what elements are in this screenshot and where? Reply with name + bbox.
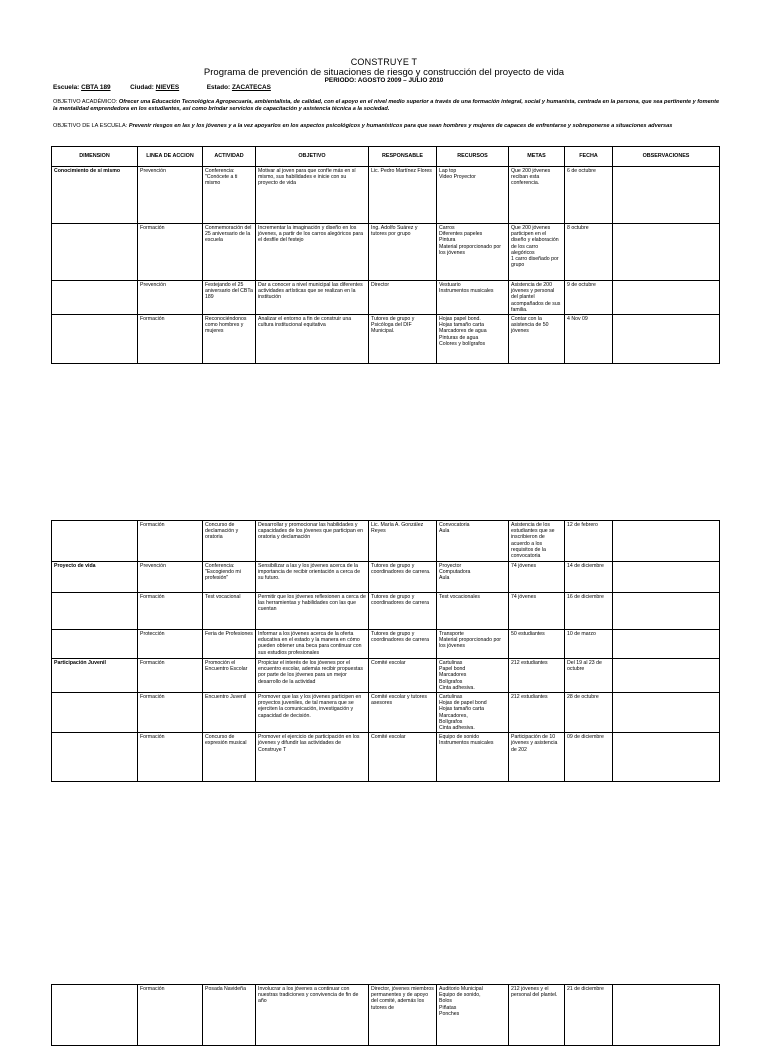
table-row (52, 659, 720, 693)
objetivo-academico-label: OBJETIVO ACADÉMICO: (53, 99, 118, 105)
cell-recursos: Transporte Material proporcionado por los jóvenes (437, 630, 509, 659)
cell-metas: Asistencia de 200 jóvenes y personal del plantel acompañados de sus familia. (509, 281, 565, 315)
cell-metas: Que 200 jóvenes reciban esta conferencia. (509, 167, 565, 224)
cell-responsable: Lic. Pedro Martínez Flores (369, 167, 437, 224)
cell-dimension (52, 315, 138, 364)
table-row (52, 693, 720, 733)
cell-metas: Asistencia de los estudiantes que se inscribieron de acuerdo a los requisitos de la convocatoria (509, 521, 565, 562)
cell-objetivo: Dar a conocer a nivel municipal las diferentes actividades artísticas que se realizan en la institución (256, 281, 369, 315)
cell-objetivo: Sensibilizar a las y los jóvenes acerca de la importancia de recibir orientación a cerca de su futuro. (256, 562, 369, 593)
cell-linea: Formación (138, 985, 203, 1046)
cell-fecha: 4 Nov 09 (565, 315, 613, 364)
cell-actividad: Reconociéndonos como hombres y mujeres (203, 315, 256, 364)
cell-responsable: Director, jóvenes miembros permanentes y de apoyo del comité, además los tutores de (369, 985, 437, 1046)
cell-recursos: Auditorio Municipal Equipo de sonido, Bolos Piñatas Ponches (437, 985, 509, 1046)
activities-table-1 (51, 146, 720, 364)
table-row (52, 593, 720, 630)
cell-dimension (52, 521, 138, 562)
cell-dimension (52, 593, 138, 630)
cell-metas: 212 estudiantes (509, 659, 565, 693)
cell-responsable: Comité escolar (369, 733, 437, 782)
cell-metas: Que 200 jóvenes participen en el diseño y elaboración de los carro alegóricos 1 carro diseñado por grupo (509, 224, 565, 281)
cell-observaciones (613, 693, 720, 733)
cell-objetivo: Propiciar el interés de los jóvenes por el encuentro escolar, además recibir propuestas por parte de los jóvenes para un mejor desarrollo de la actividad (256, 659, 369, 693)
document-period: PERIODO: AGOSTO 2009 – JULIO 2010 (324, 77, 444, 84)
cell-actividad: Encuentro Juvenil (203, 693, 256, 733)
col-header-recursos: RECURSOS (437, 147, 509, 167)
document-page-1 (0, 0, 768, 372)
cell-objetivo: Analizar el entorno a fin de construir una cultura institucional equitativa (256, 315, 369, 364)
cell-linea: Formación (138, 315, 203, 364)
cell-recursos: Carros Diferentes papeles Pintura Material proporcionado por los jóvenes (437, 224, 509, 281)
cell-fecha: 21 de diciembre (565, 985, 613, 1046)
table-row (52, 630, 720, 659)
cell-linea: Prevención (138, 167, 203, 224)
cell-objetivo: Desarrollar y promocionar las habilidades y capacidades de los jóvenes que participan en oratoria y declamación (256, 521, 369, 562)
table-row (52, 521, 720, 562)
cell-objetivo: Incrementar la imaginación y diseño en los jóvenes, a partir de los carros alegóricos para el desfile del festejo (256, 224, 369, 281)
col-header-observaciones: OBSERVACIONES (613, 147, 720, 167)
cell-metas: 212 estudiantes (509, 693, 565, 733)
cell-linea: Formación (138, 521, 203, 562)
cell-dimension: Participación Juvenil (52, 659, 138, 693)
ciudad-label: Ciudad: (130, 84, 154, 91)
cell-observaciones (613, 733, 720, 782)
activities-table-3 (51, 984, 720, 1046)
table-row (52, 985, 720, 1046)
table-row (52, 733, 720, 782)
cell-objetivo: Involucrar a los jóvenes a continuar con nuestras tradiciones y convivencia de fin de año (256, 985, 369, 1046)
cell-fecha: 8 octubre (565, 224, 613, 281)
table-row (52, 562, 720, 593)
cell-actividad: Promoción el Encuentro Escolar (203, 659, 256, 693)
cell-dimension (52, 224, 138, 281)
cell-responsable: Lic. María A. González Reyes (369, 521, 437, 562)
cell-observaciones (613, 167, 720, 224)
document-title: CONSTRUYE T (350, 57, 418, 67)
table-row (52, 281, 720, 315)
objetivo-escuela (53, 123, 721, 130)
table-row (52, 315, 720, 364)
cell-observaciones (613, 630, 720, 659)
cell-recursos: Equipo de sonido Instrumentos musicales (437, 733, 509, 782)
cell-linea: Prevención (138, 281, 203, 315)
cell-recursos: Lap top Video Proyector (437, 167, 509, 224)
cell-observaciones (613, 985, 720, 1046)
cell-responsable: Director (369, 281, 437, 315)
cell-metas: Participación de 10 jóvenes y asistencia de 202 (509, 733, 565, 782)
cell-dimension: Conocimiento de sí mismo (52, 167, 138, 224)
col-header-dimension: DIMENSION (52, 147, 138, 167)
cell-recursos: Cartulinas Papel bond Marcadores Bolígrafos Cinta adhesiva. (437, 659, 509, 693)
cell-recursos: Vestuario Instrumentos musicales (437, 281, 509, 315)
col-header-metas: METAS (509, 147, 565, 167)
cell-fecha: 14 de diciembre (565, 562, 613, 593)
cell-fecha: 28 de octubre (565, 693, 613, 733)
cell-actividad: Concurso de expresión musical (203, 733, 256, 782)
cell-linea: Prevención (138, 562, 203, 593)
col-header-fecha: FECHA (565, 147, 613, 167)
objetivo-academico (53, 99, 721, 114)
cell-observaciones (613, 521, 720, 562)
table-row (52, 224, 720, 281)
cell-recursos: Test vocacionales (437, 593, 509, 630)
cell-objetivo: Permitir que los jóvenes reflexionen a cerca de las herramientas y habilidades con las que cuentan (256, 593, 369, 630)
cell-metas: 212 jóvenes y el personal del plantel. (509, 985, 565, 1046)
cell-responsable: Comité escolar y tutores asesores (369, 693, 437, 733)
cell-observaciones (613, 562, 720, 593)
objetivo-escuela-text: Prevenir riesgos en las y los jóvenes y a la vez apoyarlos en los aspectos psicológicos y humanísticos para que sean hombres y mujeres de capaces de enfrentarse y sobreponerse a situaciones adversas (128, 123, 673, 129)
cell-linea: Formación (138, 224, 203, 281)
cell-dimension: Proyecto de vida (52, 562, 138, 593)
cell-dimension (52, 281, 138, 315)
cell-recursos: Convocatoria Aula (437, 521, 509, 562)
cell-dimension (52, 630, 138, 659)
cell-linea: Formación (138, 659, 203, 693)
cell-actividad: Concurso de declamación y oratoria (203, 521, 256, 562)
table-row (52, 167, 720, 224)
col-header-linea: LINEA DE ACCION (138, 147, 203, 167)
objetivo-escuela-label: OBJETIVO DE LA ESCUELA: (53, 123, 128, 129)
activities-table-2 (51, 520, 720, 782)
document-subtitle: Programa de prevención de situaciones de riesgo y construcción del proyecto de vida (203, 67, 565, 78)
cell-metas: 74 jóvenes (509, 562, 565, 593)
cell-linea: Formación (138, 693, 203, 733)
objetivo-academico-text: Ofrecer una Educación Tecnológica Agropecuaria, ambientalista, de calidad, con el apoyo en el nivel medio superior a través de una formación integral, social y humanista, centrada en la persona, que sea pertinente y fomente la mentalidad emprendedora en los estudiantes, así como brindar servicios de capacitación y asistencia técnica a la sociedad. (53, 99, 720, 113)
cell-metas: 50 estudiantes (509, 630, 565, 659)
cell-actividad: Festejando el 25 aniversario del CBTa 189 (203, 281, 256, 315)
cell-fecha: 12 de febrero (565, 521, 613, 562)
cell-observaciones (613, 659, 720, 693)
cell-actividad: Conferencia: "Conócete a ti mismo (203, 167, 256, 224)
cell-metas: Contar con la asistencia de 50 jóvenes (509, 315, 565, 364)
cell-objetivo: Promover que las y los jóvenes participen en proyectos juveniles, de tal manera que se ejerciten la comunicación, investigación y capacidad de decisión. (256, 693, 369, 733)
cell-responsable: Tutores de grupo y coordinadores de carrera (369, 593, 437, 630)
cell-fecha: 10 de marzo (565, 630, 613, 659)
cell-fecha: 6 de octubre (565, 167, 613, 224)
cell-linea: Formación (138, 733, 203, 782)
col-header-objetivo: OBJETIVO (256, 147, 369, 167)
cell-objetivo: Informar a los jóvenes acerca de la oferta educativa en el estado y la manera en cómo pueden obtener una beca para continuar con sus estudios profesionales (256, 630, 369, 659)
cell-fecha: 09 de diciembre (565, 733, 613, 782)
cell-responsable: Tutores de grupo y Psicóloga del DIF Municipal. (369, 315, 437, 364)
cell-linea: Protección (138, 630, 203, 659)
cell-linea: Formación (138, 593, 203, 630)
cell-metas: 74 jóvenes (509, 593, 565, 630)
cell-observaciones (613, 593, 720, 630)
cell-observaciones (613, 224, 720, 281)
cell-actividad: Test vocacional (203, 593, 256, 630)
school-info (53, 84, 271, 91)
estado-label: Estado: (206, 84, 231, 91)
cell-actividad: Conmemoración del 25 aniversario de la escuela (203, 224, 256, 281)
cell-dimension (52, 693, 138, 733)
cell-actividad: Conferencia: "Escogiendo mi profesión" (203, 562, 256, 593)
cell-dimension (52, 733, 138, 782)
escuela-label: Escuela: (53, 84, 80, 91)
cell-fecha: Del 19 al 23 de octubre (565, 659, 613, 693)
estado-value: ZACATECAS (231, 84, 271, 91)
ciudad-value: NIEVES (155, 84, 180, 91)
cell-responsable: Comité escolar (369, 659, 437, 693)
cell-actividad: Posada Navideña (203, 985, 256, 1046)
cell-responsable: Tutores de grupo y coordinadores de carrera (369, 630, 437, 659)
cell-recursos: Proyector Computadora Aula (437, 562, 509, 593)
cell-objetivo: Motivar al joven para que confíe más en sí mismo, sus habilidades e inicie con su proyecto de vida (256, 167, 369, 224)
escuela-value: CBTA 189 (81, 84, 111, 91)
cell-responsable: Ing. Adolfo Suárez y tutores por grupo (369, 224, 437, 281)
cell-observaciones (613, 315, 720, 364)
cell-recursos: Hojas papel bond. Hojas tamaño carta Marcadores de agua Pinturas de agua Colores y bolígrafos (437, 315, 509, 364)
col-header-actividad: ACTIVIDAD (203, 147, 256, 167)
cell-responsable: Tutores de grupo y coordinadores de carrera. (369, 562, 437, 593)
cell-dimension (52, 985, 138, 1046)
cell-recursos: Cartulinas Hojas de papel bond Hojas tamaño carta Marcadores, Bolígrafos Cinta adhesiva. (437, 693, 509, 733)
cell-fecha: 16 de diciembre (565, 593, 613, 630)
table-header-row (52, 147, 720, 167)
cell-actividad: Feria de Profesiones (203, 630, 256, 659)
col-header-responsable: RESPONSABLE (369, 147, 437, 167)
cell-objetivo: Promover el ejercicio de participación en los jóvenes y difundir las actividades de Construye T (256, 733, 369, 782)
cell-observaciones (613, 281, 720, 315)
cell-fecha: 9 de octubre (565, 281, 613, 315)
